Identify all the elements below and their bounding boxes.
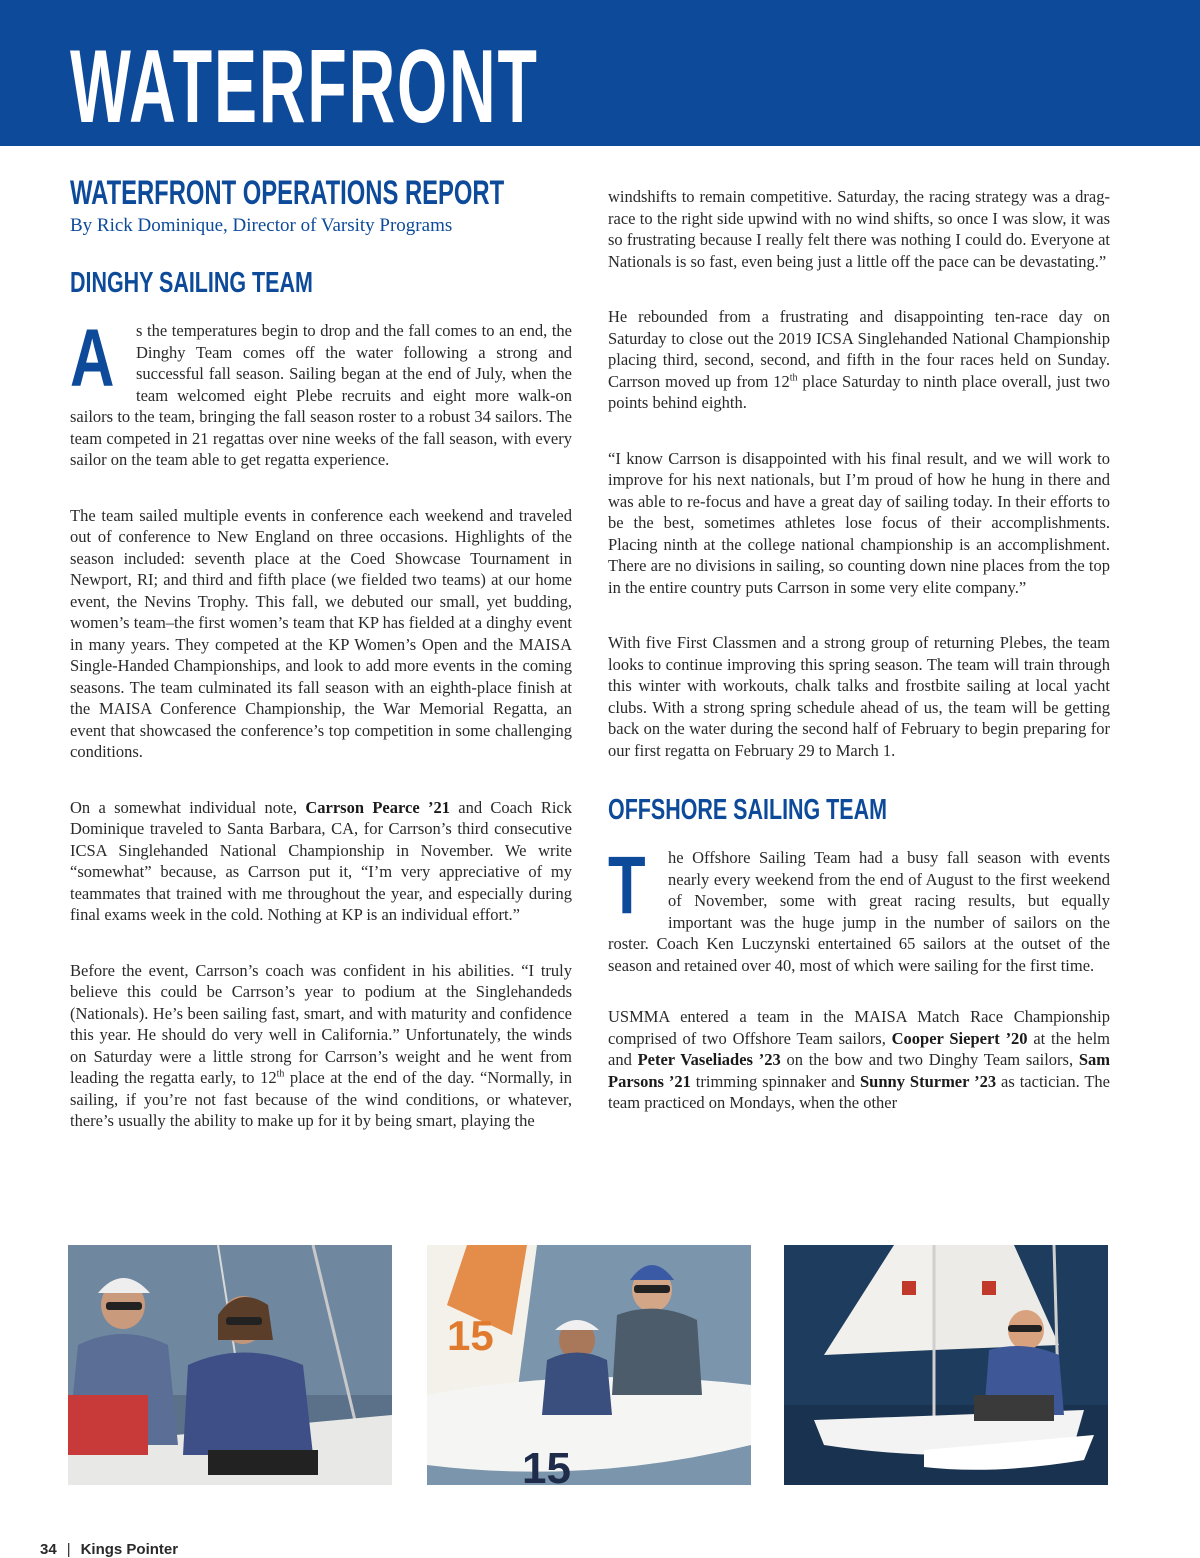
photo-dinghy-sailors bbox=[68, 1245, 392, 1485]
page-footer bbox=[40, 1541, 178, 1558]
sailor-name: Peter Vaseliades ’23 bbox=[637, 1050, 781, 1069]
dinghy-paragraph-5: windshifts to remain competitive. Saturday, the racing strategy was a drag-race to the right side upwind with no wind shifts, so once I was slow, it was so frustrating because I really felt there was nothing I could do. Everyone at Nationals is so fast, even being just a little off the pace can be devastating.” bbox=[608, 187, 1110, 271]
sailor-name: Sunny Sturmer ’23 bbox=[860, 1071, 997, 1091]
drop-cap: A bbox=[70, 313, 115, 404]
offshore-paragraph-2: USMMA entered a team in the MAISA Match Race Championship comprised of two Offshore Team sailors, Cooper Siepert ’20 at the helm and Peter Vaseliades ’23 on the bow and two Dinghy Team sailors, Sam Parsons ’21 trimming spinnaker and Sunny Sturmer ’23 as tactician. The team practiced on Mondays, when the other bbox=[608, 1007, 1111, 1112]
dinghy-paragraph-4: Before the event, Carrson’s coach was confident in his abilities. “I truly believe this could be Carrson’s year to podium at the Singlehandeds (Nationals). He’s been sailing fast, smart, and with maturity and confidence this year. He should do very well in California.” Unfortunately, the winds on Saturday were a little strong for Carrson’s weight and he went from leading the regatta early, to 12th place at the end of the day. “Normally, in sailing, if you’re not fast because of the wind conditions, or whatever, there’s usually the ability to make up for it by being smart, playing the bbox=[70, 960, 572, 1130]
dinghy-paragraph-7: “I know Carrson is disappointed with his final result, and we will work to improve for his next nationals, but I’m proud of how he hung in there and was able to re-focus and have a great day of sailing today. In their efforts to be the best, sometimes athletes lose focus of their accomplishments. Placing ninth at the college national championship is an accomplishment. There are no divisions in sailing, so counting down nine places from the top in the entire country puts Carrson in some very elite company.” bbox=[608, 448, 1110, 597]
section-title: WATERFRONT bbox=[70, 29, 539, 145]
right-column bbox=[608, 186, 1110, 1114]
page-number: 34 bbox=[40, 1541, 57, 1558]
dinghy-paragraph-8: With five First Classmen and a strong group of returning Plebes, the team looks to continue improving this spring season. The team will train through this winter with workouts, chalk talks and frostbite sailing at local yacht clubs. With a strong spring schedule ahead of us, the team will be getting back on the water during the second half of February to begin preparing for our first regatta on February 29 to March 1. bbox=[608, 633, 1110, 760]
sailor-name: Carrson Pearce ’21 bbox=[305, 797, 450, 817]
dinghy-heading: DINGHY SAILING TEAM bbox=[70, 267, 313, 299]
drop-cap: T bbox=[608, 840, 646, 931]
photo-laser-sailor bbox=[784, 1245, 1108, 1485]
dinghy-paragraph-6: He rebounded from a frustrating and disappointing ten-race day on Saturday to close out the 2019 ICSA Singlehanded National Championship placing third, second, second, and fifth in the four races held on Sunday. Carrson moved up from 12th place Saturday to ninth place overall, just two points behind eighth. bbox=[608, 307, 1110, 412]
offshore-heading: OFFSHORE SAILING TEAM bbox=[608, 794, 887, 826]
sailor-name: Cooper Siepert ’20 bbox=[891, 1028, 1028, 1048]
byline: By Rick Dominique, Director of Varsity Programs bbox=[70, 215, 453, 236]
publication-name: Kings Pointer bbox=[80, 1541, 179, 1558]
report-title: WATERFRONT OPERATIONS REPORT bbox=[70, 174, 505, 212]
dinghy-paragraph-3: On a somewhat individual note, Carrson Pearce ’21 and Coach Rick Dominique traveled to Santa Barbara, CA, for Carrson’s third consecutive ICSA Singlehanded National Championship in November. We write “somewhat” because, as Carrson put it, “I’m very appreciative of my teammates that trained with me throughout the year, and especially during final exams week in the cold. Nothing at KP is an individual effort.” bbox=[70, 797, 573, 924]
left-column bbox=[70, 176, 572, 1132]
dinghy-paragraph-2: The team sailed multiple events in conference each weekend and traveled out of conference to New England on three occasions. Highlights of the season included: seventh place at the Coed Showcase Tournament in Newport, RI; and third and fifth place (we fielded two teams) at our home event, the Nevins Trophy. This fall, we debuted our small, yet budding, women’s team–the first women’s team that KP has fielded at a dinghy event in many years. They competed at the KP Women’s Open and the MAISA Single-Handed Championships, and look to add more events in the coming seasons. The team culminated its fall season with an eighth-place finish at the MAISA Conference Championship, the War Memorial Regatta, an event that showcased the conference’s top competition in some challenging conditions. bbox=[70, 505, 572, 761]
offshore-paragraph-1: T he Offshore Sailing Team had a busy fall season with events nearly every weekend from the end of August to the first weekend of November, some with great racing results, but equally important was the huge jump in the number of sailors on the roster. Coach Ken Luczynski entertained 65 sailors at the outset of the season and retained over 40, most of which were sailing for the first time. bbox=[608, 840, 1110, 975]
header-banner bbox=[0, 0, 1200, 146]
sail-number: 15 bbox=[447, 1312, 494, 1359]
photo-boat-15 bbox=[427, 1245, 751, 1485]
dinghy-paragraph-1: A s the temperatures begin to drop and the fall comes to an end, the Dinghy Team comes off the water following a strong and successful fall season. Sailing began at the end of July, when the team welcomed eight Plebe recruits and eight more walk-on sailors to the team, bringing the fall season roster to a robust 34 sailors. The team competed in 21 regattas over nine weeks of the fall season, with every sailor on the team able to get regatta experience. bbox=[70, 313, 572, 469]
footer-separator: | bbox=[66, 1541, 71, 1558]
sailor-name: Sam Parsons ’21 bbox=[608, 1050, 1110, 1091]
hull-number: 15 bbox=[522, 1444, 571, 1485]
